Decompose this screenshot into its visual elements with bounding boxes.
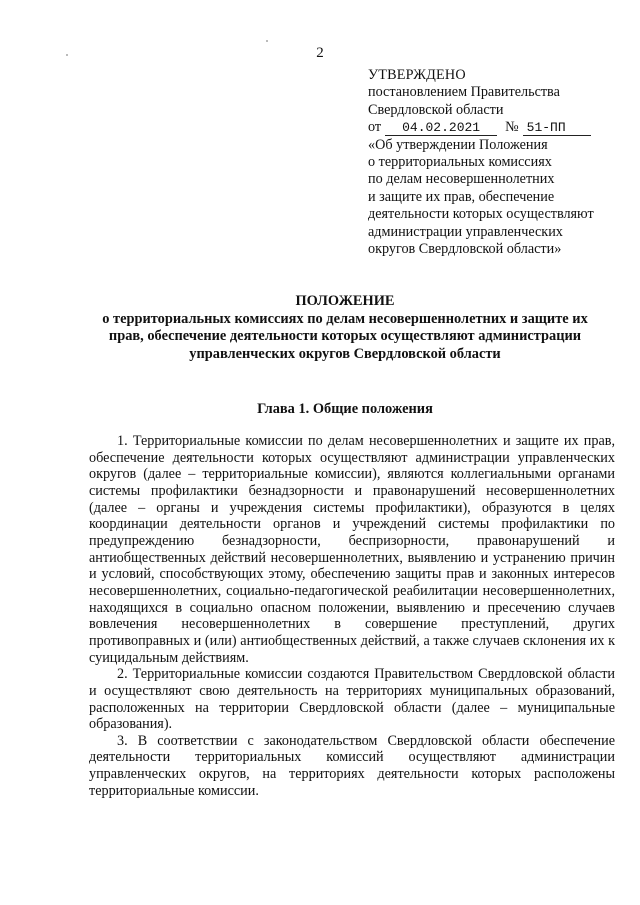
paragraph-1: 1. Территориальные комиссии по делам несовершеннолетних и защите их прав, обеспечение деятельности которых осуществляют администрации управленческих округов (далее – территориальные комиссии), являются коллегиальными органами системы профилактики безнадзорности и правонарушений несовершеннолетних (далее – органы и учреждения системы профилактики), образуются в целях координации деятельности органов и учреждений системы профилактики по предупреждению безнадзорности, беспризорности, правонарушений и антиобщественных действий несовершеннолетних, выявлению и устранению причин и условий, способствующих этому, обеспечению защиты прав и законных интересов несовершеннолетних, социально-педагогической реабилитации несовершеннолетних, находящихся в социально опасном положении, выявлению и пресечению случаев вовлечения несовершеннолетних в совершение преступлений, других противоправных и (или) антиобщественных действий, а также случаев склонения их к суицидальным действиям.: [89, 433, 615, 666]
document-subtitle-line: прав, обеспечение деятельности которых осуществляют администрации: [108, 328, 582, 345]
date-prefix: от: [368, 119, 382, 136]
approval-number: 51-ПП: [523, 120, 591, 136]
document-body: [89, 433, 615, 799]
approval-ref-line: деятельности которых осуществляют: [368, 206, 594, 223]
paragraph-3: 3. В соответствии с законодательством Свердловской области обеспечение деятельности территориальных комиссий осуществляют администрации управленческих округов, на территориях деятельности которых расположены территориальные комиссии.: [89, 732, 615, 799]
scan-mark: [66, 54, 68, 56]
approval-line-2: Свердловской области: [368, 101, 504, 118]
paragraph-2: 2. Территориальные комиссии создаются Правительством Свердловской области и осуществляют свою деятельность на территориях муниципальных образований, расположенных на территории Свердловской области (далее – муниципальные образования).: [89, 666, 615, 733]
approval-ref-line: «Об утверждении Положения: [368, 136, 548, 153]
approval-line-1: постановлением Правительства: [368, 84, 560, 101]
scan-mark: [266, 40, 268, 42]
approval-ref-line: по делам несовершеннолетних: [368, 171, 555, 188]
chapter-heading: Глава 1. Общие положения: [257, 401, 433, 417]
approval-title: УТВЕРЖДЕНО: [368, 67, 466, 83]
document-subtitle-line: управленческих округов Свердловской области: [189, 345, 501, 362]
approval-ref-line: и защите их прав, обеспечение: [368, 188, 555, 205]
approval-date: 04.02.2021: [385, 120, 497, 136]
page-number: 2: [316, 45, 324, 61]
approval-ref-line: округов Свердловской области»: [368, 241, 562, 258]
approval-date-line: [368, 119, 618, 136]
document-title-main: ПОЛОЖЕНИЕ: [295, 293, 395, 309]
approval-ref-line: администрации управленческих: [368, 223, 563, 240]
document-subtitle-line: о территориальных комиссиях по делам несовершеннолетних и защите их: [102, 310, 588, 327]
approval-stamp: [368, 67, 618, 258]
document-title: [60, 293, 630, 363]
approval-ref-line: о территориальных комиссиях: [368, 154, 552, 171]
number-prefix: №: [505, 119, 519, 136]
